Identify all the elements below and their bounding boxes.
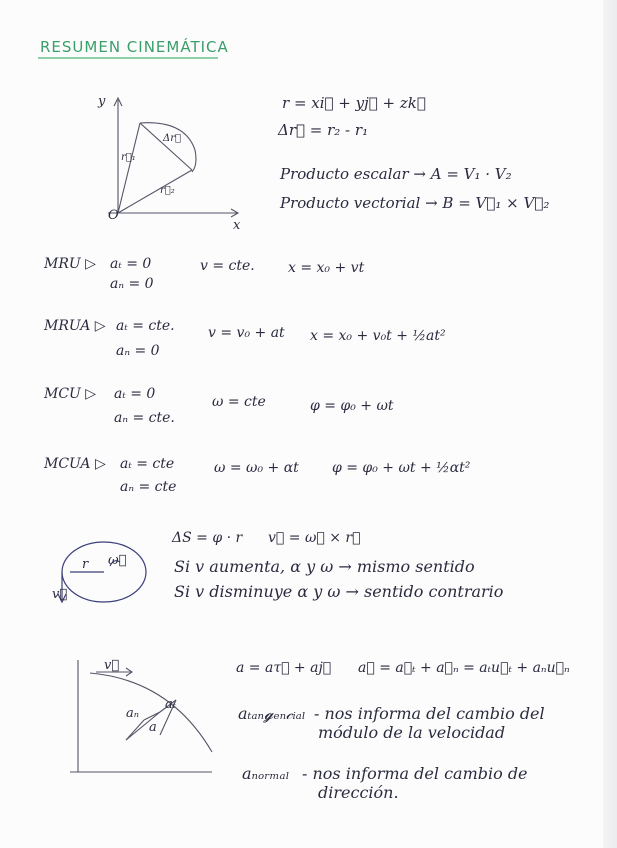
accel-vector-sum-eq: a⃗ = a⃗ₜ + a⃗ₙ = aₜu⃗ₜ + aₙu⃗ₙ (358, 660, 570, 676)
mru-v: v = cte. (200, 258, 255, 274)
mcua-at: aₜ = cte (120, 456, 175, 472)
radius-label: r (82, 557, 89, 572)
normal-desc-1: - nos informa del cambio de (302, 764, 528, 783)
displacement-eq: Δr⃗ = r₂ - r₁ (278, 121, 369, 139)
mrua-an: aₙ = 0 (116, 343, 160, 359)
title-underline (38, 57, 218, 59)
mcua-name: MCUA ▷ (44, 456, 106, 472)
mcua-v: ω = ω₀ + αt (214, 460, 299, 476)
mcua-an: aₙ = cte (120, 479, 177, 495)
mru-name: MRU ▷ (44, 256, 96, 272)
mcu-name: MCU ▷ (44, 386, 97, 402)
mcu-an: aₙ = cte. (114, 410, 175, 426)
mcu-x: φ = φ₀ + ωt (310, 398, 394, 414)
rule-increase: Si v aumenta, α y ω → mismo sentido (174, 557, 475, 576)
origin-label: O (108, 208, 119, 223)
mru-x: x = x₀ + vt (288, 260, 365, 276)
tangential-desc-2: módulo de la velocidad (318, 723, 506, 742)
accel-components-eq: a = aτ⃗ + aj⃗ (236, 660, 332, 676)
y-axis-label: y (98, 94, 106, 109)
mcu-v: ω = cte (212, 394, 266, 410)
accel-v-label: v⃗ (104, 658, 120, 673)
mrua-x: x = x₀ + v₀t + ½at² (310, 328, 446, 344)
tangential-desc-1: - nos informa del cambio del (314, 704, 545, 723)
normal-label: aₙₒᵣₘₐₗ (242, 764, 290, 783)
mrua-name: MRUA ▷ (44, 318, 106, 334)
page-title: RESUMEN CINEMÁTICA (40, 38, 229, 56)
accel-a-label: a (149, 720, 157, 735)
page-edge (603, 0, 617, 848)
velocity-label: v⃗ (52, 587, 68, 602)
mrua-at: aₜ = cte. (116, 318, 175, 334)
accel-at-label: aₜ (165, 697, 176, 712)
r1-label: r⃗₁ (121, 152, 136, 163)
r2-label: r⃗₂ (160, 185, 175, 196)
cross-product-eq: Producto vectorial → B = V⃗₁ × V⃗₂ (280, 194, 550, 212)
normal-desc-2: dirección. (318, 783, 399, 802)
mru-an: aₙ = 0 (110, 276, 154, 292)
mcu-at: aₜ = 0 (114, 386, 156, 402)
x-axis-label: x (233, 218, 241, 233)
rule-decrease: Si v disminuye α y ω → sentido contrario (174, 582, 504, 601)
tangential-label: aₜₐₙ𝓰ₑₙ𝒸ᵢₐₗ (238, 704, 306, 723)
mru-at: aₜ = 0 (110, 256, 152, 272)
mcua-x: φ = φ₀ + ωt + ½αt² (332, 460, 471, 476)
delta-r-label: Δr⃗ (163, 133, 182, 144)
angular-velocity-eq: v⃗ = ω⃗ × r⃗ (268, 530, 361, 546)
accel-an-label: aₙ (126, 706, 140, 721)
position-vector-eq: r = xi⃗ + yj⃗ + zk⃗ (282, 94, 426, 112)
mrua-v: v = v₀ + at (208, 325, 285, 341)
omega-label: ω⃗ (108, 553, 127, 568)
arc-length-eq: ΔS = φ · r (172, 530, 243, 546)
dot-product-eq: Producto escalar → A = V₁ · V₂ (280, 165, 512, 183)
